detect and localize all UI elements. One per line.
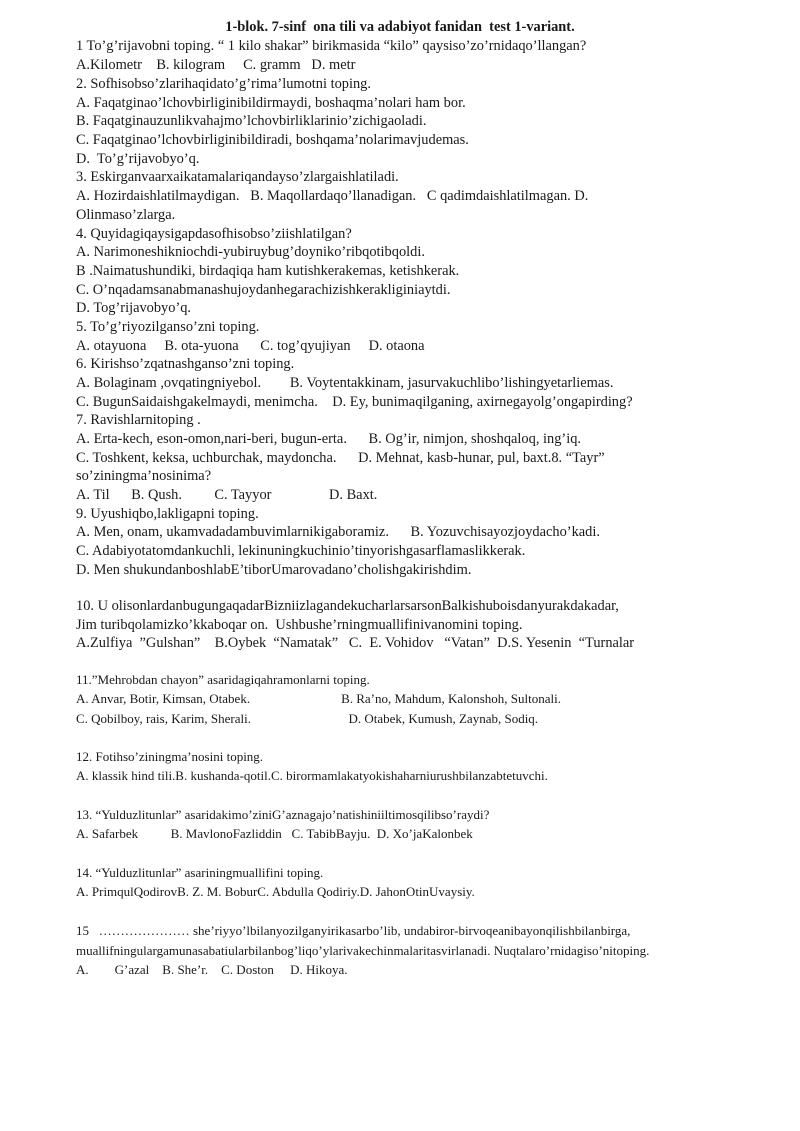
text-line: A. Narimoneshikniochdi-yubiruybug’doyniko’ribqotibqoldi. — [76, 244, 425, 260]
text-line: A. Bolaginam ,ovqatingniyebol. B. Voytentakkinam, jasurvakuchlibo’lishingyetarliemas. — [76, 375, 614, 391]
text-line: A. Hozirdaishlatilmaydigan. B. Maqollardaqo’llanadigan. C qadimdaishlatilmagan. D. — [76, 188, 589, 204]
text-line: 9. Uyushiqbo,lakligapni toping. — [76, 506, 259, 522]
text-line: C. Toshkent, keksa, uchburchak, maydoncha. D. Mehnat, kasb-hunar, pul, baxt.8. “Tayr” — [76, 450, 605, 466]
text-line: C. O’nqadamsanabmanashujoydanhegarachizishkerakliginiaytdi. — [76, 282, 451, 298]
text-line: C. BugunSaidaishgakelmaydi, menimcha. D. Ey, bunimaqilganing, axirnegayolg’ongapirding? — [76, 394, 633, 410]
text-line: A. Men, onam, ukamvadadambuvimlarnikigaboramiz. B. Yozuvchisayozjoydacho’kadi. — [76, 524, 600, 540]
text-line: 1 To’g’rijavobni toping. “ 1 kilo shakar” birikmasida “kilo” qaysiso’zo’rnidaqo’llangan? — [76, 38, 587, 54]
text-line: D. Tog’rijavobyo’q. — [76, 300, 192, 316]
text-line: 6. Kirishso’zqatnashganso’zni toping. — [76, 356, 295, 372]
question-10-line: A.Zulfiya ”Gulshan” B.Oybek “Namatak” C. E. Vohidov “Vatan” D.S. Yesenin “Turnalar — [76, 635, 635, 651]
text-line: A. otayuona B. ota-yuona C. tog’qyujiyan D. otaona — [76, 338, 425, 354]
text-line: C. Adabiyotatomdankuchli, lekinuningkuchinio’tinyorishgasarflamaslikkerak. — [76, 543, 526, 559]
text-line: A. Safarbek B. MavlonoFazliddin C. TabibBayju. D. Xo’jaKalonbek — [76, 826, 473, 841]
text-line: A. PrimqulQodirovB. Z. M. BoburC. Abdulla Qodiriy.D. JahonOtinUvaysiy. — [76, 884, 475, 899]
text-line: muallifningulargamunasabatiularbilanbog’liqo’ylarivakechinmalaritasvirlanadi. Nuqtalaro’rnidagiso’nitoping. — [76, 943, 650, 958]
question-10-line: 10. U olisonlardanbugungaqadarBizniizlagandekucharlarsarsonBalkishuboisdanyurakdakadar, — [76, 598, 619, 614]
text-line: A. klassik hind tili.B. kushanda-qotil.C. birormamlakatyokishaharniurushbilanzabtetuvchi. — [76, 768, 548, 783]
text-line: 7. Ravishlarnitoping . — [76, 412, 201, 428]
text-line: A. Til B. Qush. C. Tayyor D. Baxt. — [76, 487, 378, 503]
text-line: Olinmaso’zlarga. — [76, 207, 176, 223]
text-line: 2. Sofhisobso’zlarihaqidato’g’rima’lumotni toping. — [76, 76, 371, 92]
text-line: A.Kilometr B. kilogram C. gramm D. metr — [76, 57, 356, 73]
text-line: A. Erta-kech, eson-omon,nari-beri, bugun-erta. B. Og’ir, nimjon, shoshqaloq, ing’iq. — [76, 431, 581, 447]
text-line: C. Faqatginao’lchovbirliginibildiradi, boshqama’nolarimavjudemas. — [76, 132, 469, 148]
text-line: B. Faqatginauzunlikvahajmo’lchovbirliklarinio’zichigaoladi. — [76, 113, 427, 129]
text-line: C. Qobilboy, rais, Karim, Sherali. D. Otabek, Kumush, Zaynab, Sodiq. — [76, 711, 539, 726]
text-line: 3. Eskirganvaarxaikatamalariqandayso’zlargaishlatiladi. — [76, 169, 399, 185]
text-line: 15 ………………… she’riyyo’lbilanyozilganyirikasarbo’lib, undabiror-birvoqeanibayonqilishbilanbirga, — [76, 923, 631, 938]
text-line: so’ziningma’nosinima? — [76, 468, 212, 484]
text-line: 4. Quyidagiqaysigapdasofhisobso’ziishlatilgan? — [76, 226, 352, 242]
text-line: D. To’g’rijavobyo’q. — [76, 151, 200, 167]
text-line: 5. To’g’riyozilganso’zni toping. — [76, 319, 260, 335]
text-line: B .Naimatushundiki, birdaqiqa ham kutishkerakemas, ketishkerak. — [76, 263, 460, 279]
text-line: 11.”Mehrobdan chayon” asaridagiqahramonlarni toping. — [76, 672, 370, 687]
question-10-line: Jim turibqolamizko’kkaboqar on. Ushbushe’rningmuallifinivanomini toping. — [76, 617, 523, 633]
text-line: D. Men shukundanboshlabE’tiborUmarovadano’cholishgakirishdim. — [76, 562, 472, 578]
text-line: 14. “Yulduzlitunlar” asariningmuallifini toping. — [76, 865, 324, 880]
text-line: 13. “Yulduzlitunlar” asaridakimo’ziniG’aznagajo’natishiniiltimosqilibso’raydi? — [76, 807, 490, 822]
text-line: A. G’azal B. She’r. C. Doston D. Hikoya. — [76, 962, 348, 977]
text-line: 12. Fotihso’ziningma’nosini toping. — [76, 749, 264, 764]
text-line: A. Faqatginao’lchovbirliginibildirmaydi, boshaqma’nolari ham bor. — [76, 95, 466, 111]
document-title: 1-blok. 7-sinf ona tili va adabiyot fanidan test 1-variant. — [225, 19, 575, 35]
text-line: A. Anvar, Botir, Kimsan, Otabek. B. Ra’no, Mahdum, Kalonshoh, Sultonali. — [76, 691, 561, 706]
